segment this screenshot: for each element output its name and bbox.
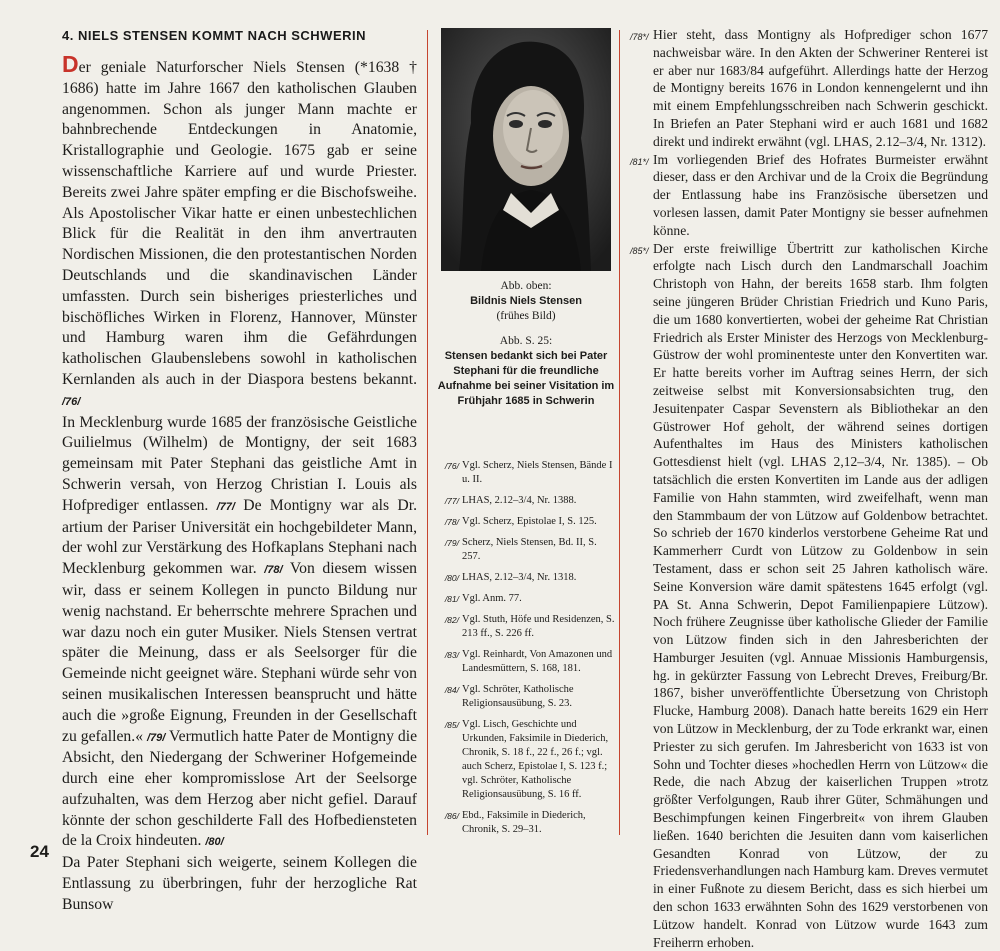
annotation-ref: /81*/ [630, 156, 649, 167]
footnote-item [437, 459, 615, 487]
footnote-ref: /80/ [444, 573, 459, 583]
footnote-text: Ebd., Faksimile in Diederich, Chronik, S. 29–31. [462, 810, 586, 835]
footnote-text: Vgl. Stuth, Höfe und Residenzen, S. 213 ff., S. 226 ff. [462, 614, 615, 639]
paragraph-2d-text: Vermutlich hatte Pater de Montigny die Absicht, den Niedergang der Schweriner Hofgemeinde durch eine eher kompromisslose Art der Seelsorge aufzuhalten, was dem Herzog aber nicht gefiel. Darauf könnte der schon geschilderte Fall des Hofbediensteten de la Croix hindeuten. [62, 727, 418, 850]
footnote-text: LHAS, 2.12–3/4, Nr. 1388. [462, 495, 577, 506]
caption-a-label: Abb. oben: [500, 280, 552, 292]
footnote-item [437, 536, 615, 564]
footnote-item [437, 494, 615, 508]
paragraph-2b-text: De Montigny war als Dr. artium der Pariser Universität ein hochgebildeter Mann, der wohl zur Verstärkung des Hofkaplans Stephani nach Mecklenburg gekommen war. [62, 496, 418, 578]
footnote-ref-79[interactable]: /79/ [147, 731, 166, 744]
paragraph-2 [62, 413, 417, 854]
column-divider-right [619, 30, 620, 835]
footnote-ref: /79/ [444, 538, 459, 548]
chapter-heading: 4. NIELS STENSEN KOMMT NACH SCHWERIN [62, 28, 367, 43]
footnote-item [437, 718, 615, 802]
footnote-ref: /81/ [444, 594, 459, 604]
annotation-column [630, 26, 988, 951]
annotation-text: Der erste freiwillige Übertritt zur katholischen Kirche erfolgte nach Lisch durch den Landmarschall Joachim Christoph von Hahn, der bereits 1658 starb. Ihm folgten seine jüngeren Brüder Christian Friedrich und Kuno Paris, die um 1680 konvertierten, wobei der geheime Rat Christian Friedrich als Erster Minister des Herzogs von Mecklenburg-Güstrow der wohl prominenteste unter den Konvertiten war. Er hatte bereits vorher im Auftrag seines Herrn, der sich zeitweise selbst mit Konversionsabsichten trug, den Jesuitenpater Caspar Sevenstern als Bibliothekar an den Güstrower Hof geholt, der während seines dortigen Aufenthaltes im Haus des Ministers katholischen Gottesdienst hielt (vgl. LHAS 2,12–3/4, Nr. 1385). – Ob tatsächlich die ersten Konvertiten im Lande aus der adligen Familie von Hahn stammten, wird zweifelhaft, wenn man den Stammbaum der von Lützow auf Goldenbow betrachtet. So schrieb der 1670 kinderlos verstorbene Geheime Rat und Kammerherr Curdt von Lützow zu Goldenbow in sein Testament, dass er schon seit 25 Jahren katholisch wäre. Seine Konversion wäre damit spätestens 1645 erfolgt (vgl. PA St. Anna Schwerin, Depot Familienpapiere Lützow). Noch frühere Zeugnisse über katholische Glieder der Familie von Lützow finden sich in den Jahresberichten der Hamburger Jesuiten (vgl. Annuae Missionis Hamburgensis, hg. in gekürzter Fassung von Lebrecht Dreves, Freiburg/Br. 1867, bisher unveröffentlichte Übersetzung von Christoph Flucke, Hamburg 2008). Danach hatte bereits 1629 ein Herr von Lützow in Mecklenburg, der zu Tode erkrankt war, einen Priester zu sich gerufen. Im Jahresbericht von 1633 ist von Sohn und Tochter dieses »hochedlen Herrn von Lützow« die Rede, die nach Abzug der kaiserlichen Truppen »trotz größter Verfolgungen, Raub ihrer Güter, Schmähungen und Beschimpfungen keinen Fingerbreit« von ihrem Glauben ließen. 1640 berichten die Jesuiten dann vom kaiserlichen Gesandten Konrad von Lützow, der zu Friedensverhandlungen nach Hamburg kam. Dreves vermutet in einer Fußnote zu diesem Bericht, dass es sich hierbei um den schon 1633 erwähnten Sohn des 1629 verstorbenen von Lützow handelt. Konrad von Lützow wurde 1643 zum Freiherrn erhoben. [653, 240, 988, 950]
annotation-item [630, 151, 988, 240]
footnote-text: Vgl. Scherz, Niels Stensen, Bände I u. II. [462, 460, 613, 485]
footnote-ref: /85/ [444, 720, 459, 730]
main-body [62, 51, 418, 916]
annotation-item [630, 240, 988, 951]
drop-cap: D [62, 51, 79, 77]
footnote-item [437, 613, 615, 641]
paragraph-3: Da Pater Stephani sich weigerte, seinem Kollegen die Entlassung zu überbringen, fuhr der herzogliche Rat Bunsow [62, 854, 417, 913]
annotation-item [630, 26, 988, 151]
footnote-text: Vgl. Reinhardt, Von Amazonen und Landesmüttern, S. 168, 181. [462, 649, 613, 674]
footnote-ref: /86/ [444, 811, 459, 821]
footnote-ref-80[interactable]: /80/ [205, 836, 224, 849]
footnote-text: Vgl. Anm. 77. [462, 593, 522, 604]
footnote-item [437, 515, 615, 529]
footnote-ref-76[interactable]: /76/ [62, 395, 81, 408]
footnote-list [437, 459, 615, 837]
footnote-ref: /83/ [444, 650, 459, 660]
caption-b-label: Abb. S. 25: [499, 335, 553, 347]
footnote-text: Vgl. Scherz, Epistolae I, S. 125. [462, 516, 597, 527]
caption-a [437, 279, 615, 324]
footnote-item [437, 809, 615, 837]
footnote-text: Vgl. Lisch, Geschichte und Urkunden, Faksimile in Diederich, Chronik, S. 18 f., 22 f., 26 f.; vgl. auch Scherz, Epistolae I, S. 123 f.; vgl. Schröter, Katholische Religionsausübung, S. 16 ff. [462, 719, 609, 800]
footnote-item [437, 648, 615, 676]
annotation-ref: /85*/ [630, 245, 649, 256]
footnote-text: LHAS, 2.12–3/4, Nr. 1318. [462, 572, 577, 583]
footnote-item [437, 571, 615, 585]
footnote-ref-77[interactable]: /77/ [216, 500, 235, 513]
footnote-text: Vgl. Schröter, Katholische Religionsausübung, S. 23. [462, 684, 574, 709]
annotation-ref: /78*/ [630, 32, 649, 42]
sidebar-column [437, 28, 615, 844]
caption-a-sub: (frühes Bild) [496, 310, 556, 322]
main-column [62, 28, 417, 916]
column-divider-left [427, 30, 428, 835]
paragraph-2a-text: In Mecklenburg wurde 1685 der französische Geistliche Guilielmus (Wilhelm) de Montigny, der seit 1683 gemeinsam mit Pater Stephani das geistliche Amt in Schwerin versah, von Herzog Christian I. Louis als Hofprediger entlassen. [62, 413, 417, 514]
caption-b-title: Stensen bedankt sich bei Pater Stephani für die freundliche Aufnahme bei seiner Visitation im Frühjahr 1685 in Schwerin [437, 350, 615, 407]
footnote-ref-78[interactable]: /78/ [264, 564, 283, 577]
caption-b [437, 334, 615, 409]
footnote-item [437, 592, 615, 606]
page-number: 24 [30, 842, 49, 861]
footnote-ref: /77/ [444, 496, 459, 506]
footnote-ref: /78/ [444, 517, 459, 527]
annotation-text: Hier steht, dass Montigny als Hofprediger schon 1677 nachweisbar wäre. In den Akten der Schweriner Renterei ist er aber nur 1683/84 aufgeführt. Allerdings hatte der Herzog de Montigny bereits 1676 in London kennengelernt und ihn mit einem Empfehlungsschreiben nach Schwerin geschickt. In Briefen an Pater Stephani wird er auch 1681 und 1682 direkt und indirekt erwähnt (vgl. LHAS, 2.12–3/4, Nr. 1312). [653, 27, 988, 149]
paragraph-2c-text: Von diesem wissen wir, dass er seinem Kollegen in puncto Bildung nur wenig nachstand. Er beherrschte mehrere Sprachen und war dazu noch ein guter Musiker. Niels Stensen vertrat später die Meinung, dass er als Seelsorger für die Gemeinde nicht geeignet wäre. Stephani würde sehr von seinen musikalischen Interessen beansprucht und hätte auch die »große Eignung, Freunden in der Gesellschaft zu gefallen.« [62, 560, 418, 745]
footnote-ref: /76/ [444, 461, 459, 471]
annotation-text: Im vorliegenden Brief des Hofrates Burmeister erwähnt dieser, dass er den Archivar und de la Croix die Begründung der Entlassung habe ins Französische übersetzen und vorlesen lassen, damit Pater Montigny sie besser aufnehmen könne. [653, 151, 988, 238]
caption-a-title: Bildnis Niels Stensen [470, 295, 582, 307]
footnote-ref: /82/ [444, 615, 459, 625]
paragraph-1 [62, 51, 417, 413]
footnote-text: Scherz, Niels Stensen, Bd. II, S. 257. [462, 537, 597, 562]
footnote-ref: /84/ [444, 685, 459, 695]
footnote-item [437, 683, 615, 711]
paragraph-1-text: er geniale Naturforscher Niels Stensen (*1638 † 1686) hatte im Jahre 1667 den katholischen Glauben angenommen. Schon als junger Mann machte er bahnbrechende Entdeckungen in Anatomie, Kristallographie und Geologie. 1675 gab er seine wissenschaftliche Karriere auf und wurde Priester. Bereits zwei Jahre später empfing er die Bischofsweihe. Als Apostolischer Vikar hatte er einen unbestechlichen Blick für die Realität in den ihm anvertrauten Nordischen Missionen, die den protestantischen Norden Deutschlands und die skandinavischen Länder umfassten. Durch sein bisheriges priesterliches und bischöfliches Wirken in Florenz, Hannover, Münster und Hamburg waren ihm die Gefährdungen katholischen Glaubenslebens sowohl in katholischen Kernlanden als auch in der Diaspora bestens bekannt. [62, 59, 417, 388]
portrait-image [441, 28, 611, 271]
